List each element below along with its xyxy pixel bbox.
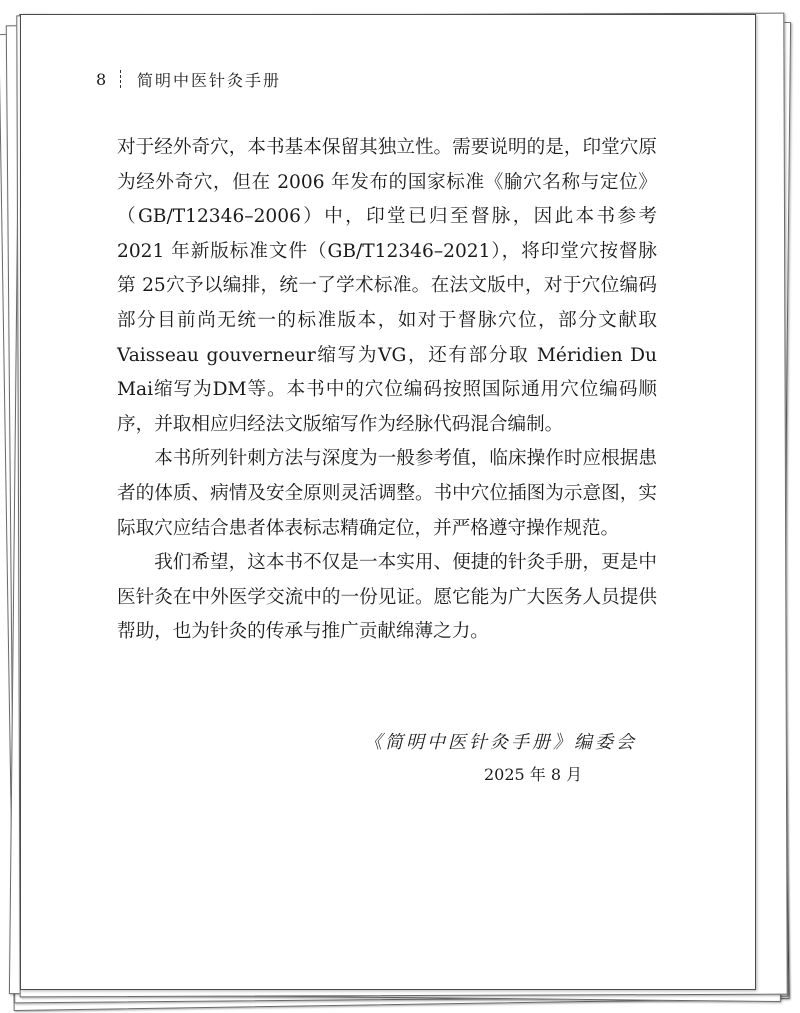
header-separator xyxy=(120,70,121,88)
date: 2025 年 8 月 xyxy=(484,765,583,784)
running-head-title: 简明中医针灸手册 xyxy=(137,70,282,90)
paragraph-3: 我们希望，这本书不仅是一本实用、便捷的针灸手册，更是中医针灸在中外医学交流中的一份见证。愿它能为广大医务人员提供帮助，也为针灸的传承与推广贡献绵薄之力。 xyxy=(117,552,657,643)
running-head xyxy=(96,64,281,94)
signature: 《简明中医针灸手册》编委会 xyxy=(364,732,637,753)
paragraph-2: 本书所列针刺方法与深度为一般参考值，临床操作时应根据患者的体质、病情及安全原则灵活调整。书中穴位插图为示意图，实际取穴应结合患者体表标志精确定位，并严格遵守操作规范。 xyxy=(117,448,657,539)
paragraph-1: 对于经外奇穴，本书基本保留其独立性。需要说明的是，印堂穴原为经外奇穴，但在 2006 年发布的国家标准《腧穴名称与定位》（GB/T12346–2006）中，印堂已归至督脉，因此本书参考 2021 年新版标准文件（GB/T12346–2021），将印堂穴按督脉第 25穴予以编排，统一了学术标准。在法文版中，对于穴位编码部分目前尚无统一的标准版本，如对于督脉穴位，部分文献取 Vaisseau gouverneur缩写为VG，还有部分取 Méridien Du Mai缩写为DM等。本书中的穴位编码按照国际通用穴位编码顺序，并取相应归经法文版缩写作为经脉代码混合编制。 xyxy=(117,137,657,435)
page-number: 8 xyxy=(96,69,107,89)
body-text xyxy=(117,131,657,650)
